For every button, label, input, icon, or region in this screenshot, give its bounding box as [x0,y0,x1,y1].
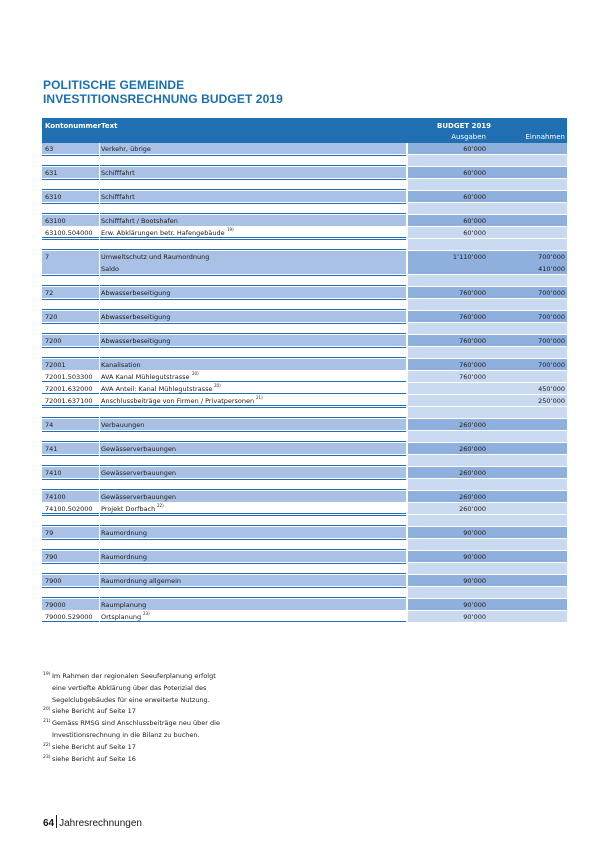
table-row [42,311,567,323]
cell-account-bg [42,479,99,490]
footnote-line: Investitionsrechnung in die Bilanz zu buchen. [52,730,200,739]
page-title [43,78,283,106]
table-row [42,383,567,395]
cell-account-bg [42,563,99,574]
footnote [43,706,220,718]
account-text: Umweltschutz und Raumordnung [101,253,210,261]
einnahmen-value: 700’000 [538,253,565,261]
table-row [42,599,567,611]
table-row [42,443,567,455]
ausgaben-value: 260’000 [459,493,486,501]
cell-budget-bg [408,455,567,466]
cell-account-bg [42,239,99,250]
ausgaben-value: 260’000 [459,505,486,513]
table-row [42,491,567,503]
cell-budget-bg [408,275,567,286]
table-row [42,203,567,215]
ausgaben-value: 760’000 [459,289,486,297]
account-number: 63100 [45,217,66,225]
account-text: Schifffahrt [101,193,135,201]
account-number: 631 [45,169,58,177]
footer-divider [56,815,57,828]
cell-text-bg [100,239,406,250]
account-number: 63 [45,145,54,153]
account-number: 72001.503300 [45,373,93,381]
account-number: 74 [45,421,54,429]
account-number: 79 [45,529,54,537]
cell-budget-bg [408,299,567,310]
cell-budget-bg [408,479,567,490]
table-row [42,587,567,599]
table-body [42,143,567,623]
table-row [42,575,567,587]
account-text: Gewässerverbauungen [101,469,177,477]
cell-account-bg [42,539,99,550]
account-text: Erw. Abklärungen betr. Hafengebäude [101,229,225,237]
footnote-line: eine vertiefte Abklärung über das Potenzial des [52,683,207,692]
account-text: Raumordnung [101,529,147,537]
table-row [42,251,567,275]
title-line-2: INVESTITIONSRECHNUNG BUDGET 2019 [43,92,283,106]
cell-budget-bg [408,431,567,442]
cell-account-bg [42,275,99,286]
table-row [42,275,567,287]
cell-budget-bg [408,407,567,418]
ausgaben-value: 90’000 [463,601,486,609]
page-footer [43,815,142,829]
section-name: Jahresrechnungen [59,818,142,829]
einnahmen-value: 250’000 [538,397,565,405]
title-line-1: POLITISCHE GEMEINDE [43,78,185,92]
cell-account-bg [42,347,99,358]
header-einnahmen: Einnahmen [525,133,565,141]
cell-text-bg [100,419,406,430]
account-number: 790 [45,553,58,561]
account-text-secondary: Saldo [101,265,120,273]
cell-text-bg [100,455,406,466]
account-number: 7900 [45,577,62,585]
ausgaben-value: 60’000 [463,193,486,201]
account-text: AVA Anteil: Kanal Mühlegutstrasse [101,385,213,393]
einnahmen-value: 700’000 [538,361,565,369]
footnote-line: Segelclubgebäudes für eine erweiterte Nutzung. [52,695,210,704]
ausgaben-value: 90’000 [463,613,486,621]
ausgaben-value: 760’000 [459,373,486,381]
ausgaben-value: 60’000 [463,229,486,237]
table-row [42,539,567,551]
cell-account-bg [42,299,99,310]
account-number: 7 [45,253,50,261]
table-row [42,467,567,479]
einnahmen-value: 700’000 [538,313,565,321]
cell-text-bg [100,203,406,214]
cell-text-bg [100,191,406,202]
account-text: Raumplanung [101,601,147,609]
table-row [42,407,567,419]
table-row [42,431,567,443]
account-number: 72001.632000 [45,385,93,393]
account-text: Schifffahrt / Bootshafen [101,217,178,225]
ausgaben-value: 90’000 [463,577,486,585]
cell-budget-bg [408,179,567,190]
header-text: Text [101,122,118,130]
footnote [43,671,220,706]
cell-text-bg [100,407,406,418]
ausgaben-value: 260’000 [459,469,486,477]
account-number: 6310 [45,193,62,201]
ausgaben-value: 60’000 [463,169,486,177]
cell-text-bg [100,587,406,598]
account-number: 741 [45,445,58,453]
account-number: 72 [45,289,54,297]
page-number: 64 [43,818,55,829]
account-number: 72001.637100 [45,397,93,405]
cell-text-bg [100,155,406,166]
cell-account-bg [42,407,99,418]
account-text: Gewässerverbauungen [101,493,177,501]
account-text: Raumordnung [101,553,147,561]
cell-text-bg [100,359,406,370]
ausgaben-value: 90’000 [463,553,486,561]
table-row [42,371,567,383]
account-number: 63100.504000 [45,229,93,237]
footnote [43,742,220,754]
table-row [42,527,567,539]
account-text: Ortsplanung [101,613,142,621]
account-text: Raumordnung allgemein [101,577,181,585]
cell-text-bg [100,275,406,286]
account-number: 7200 [45,337,62,345]
account-text: AVA Kanal Mühlegutstrasse [101,373,190,381]
cell-budget-bg [408,563,567,574]
ausgaben-value: 60’000 [463,145,486,153]
account-text: Gewässerverbauungen [101,445,177,453]
account-number: 720 [45,313,58,321]
footnote-line: Gemäss RMSG sind Anschlussbeiträge neu über die [52,719,220,728]
footnote-line: siehe Bericht auf Seite 16 [52,754,136,763]
cell-text-bg [100,299,406,310]
header-ausgaben: Ausgaben [451,133,486,141]
table-row [42,419,567,431]
header-budget: BUDGET 2019 [437,122,492,130]
einnahmen-value: 700’000 [538,337,565,345]
ausgaben-value: 60’000 [463,217,486,225]
table-row [42,395,567,407]
header-account: Kontonummer [45,122,102,130]
cell-budget-bg [408,539,567,550]
ausgaben-value: 1’110’000 [452,253,486,261]
table-row [42,563,567,575]
table-row [42,215,567,227]
table-row [42,347,567,359]
table-header [42,118,567,143]
footnote-number: 22) [43,742,51,748]
footnote-ref: 22) [157,503,164,508]
account-number: 79000.529000 [45,613,93,621]
einnahmen-value: 700’000 [538,289,565,297]
account-text: Projekt Dorfbach [101,505,156,513]
table-row [42,143,567,155]
table-row [42,227,567,239]
footnote-number: 23) [43,754,51,760]
footnote-ref: 19) [227,227,234,232]
table-row [42,191,567,203]
account-text: Kanalisation [101,361,141,369]
cell-account-bg [42,203,99,214]
footnote-ref: 21) [256,395,263,400]
ausgaben-value: 760’000 [459,337,486,345]
footnote-line: siehe Bericht auf Seite 17 [52,707,136,716]
table-row [42,479,567,491]
footnote-number: 21) [43,719,51,725]
table-row [42,611,567,623]
einnahmen-value: 450’000 [538,385,565,393]
cell-budget-bg [408,323,567,334]
footnote-number: 20) [43,707,51,713]
cell-text-bg [100,479,406,490]
cell-budget-bg [408,155,567,166]
cell-budget-bg [408,587,567,598]
cell-text-bg [100,347,406,358]
ausgaben-value: 90’000 [463,529,486,537]
cell-text-bg [100,563,406,574]
cell-text-bg [100,179,406,190]
table-row [42,179,567,191]
ausgaben-value: 260’000 [459,421,486,429]
einnahmen-value-secondary: 410’000 [538,265,565,273]
footnotes [43,671,220,765]
account-number: 79000 [45,601,66,609]
cell-account-bg [42,251,99,274]
cell-budget-bg [408,515,567,526]
footnote-number: 19) [43,672,51,677]
account-text: Verbauungen [101,421,145,429]
cell-account-bg [42,455,99,466]
footnote [43,754,220,766]
account-number: 7410 [45,469,62,477]
table-row [42,299,567,311]
footnote-line: siehe Bericht auf Seite 17 [52,742,136,751]
account-text: Abwasserbeseitigung [101,337,171,345]
cell-text-bg [100,539,406,550]
footnote-ref: 20) [192,371,199,376]
table-row [42,503,567,515]
ausgaben-value: 760’000 [459,313,486,321]
budget-table [42,118,567,623]
ausgaben-value: 260’000 [459,445,486,453]
table-row [42,551,567,563]
table-row [42,323,567,335]
footnote [43,718,220,742]
cell-text-bg [100,167,406,178]
cell-account-bg [42,587,99,598]
account-text: Abwasserbeseitigung [101,313,171,321]
cell-account-bg [42,179,99,190]
cell-text-bg [100,323,406,334]
footnote-line: Im Rahmen der regionalen Seeuferplanung erfolgt [52,672,216,680]
cell-text-bg [100,431,406,442]
cell-budget-bg [408,203,567,214]
cell-budget-bg [408,347,567,358]
footnote-ref: 20) [214,383,221,388]
table-row [42,155,567,167]
table-row [42,455,567,467]
footnote-ref: 23) [143,611,150,616]
table-row [42,335,567,347]
ausgaben-value: 760’000 [459,361,486,369]
account-text: Abwasserbeseitigung [101,289,171,297]
account-number: 72001 [45,361,66,369]
table-row [42,287,567,299]
cell-budget-bg [408,239,567,250]
cell-text-bg [100,515,406,526]
table-row [42,239,567,251]
account-text: Verkehr, übrige [101,145,151,153]
account-number: 74100.502000 [45,505,93,513]
cell-account-bg [42,431,99,442]
account-number: 74100 [45,493,66,501]
cell-account-bg [42,515,99,526]
account-text: Anschlussbeiträge von Firmen / Privatpersonen [101,397,255,405]
table-row [42,167,567,179]
table-row [42,359,567,371]
cell-account-bg [42,155,99,166]
table-row [42,515,567,527]
account-text: Schifffahrt [101,169,135,177]
cell-account-bg [42,323,99,334]
